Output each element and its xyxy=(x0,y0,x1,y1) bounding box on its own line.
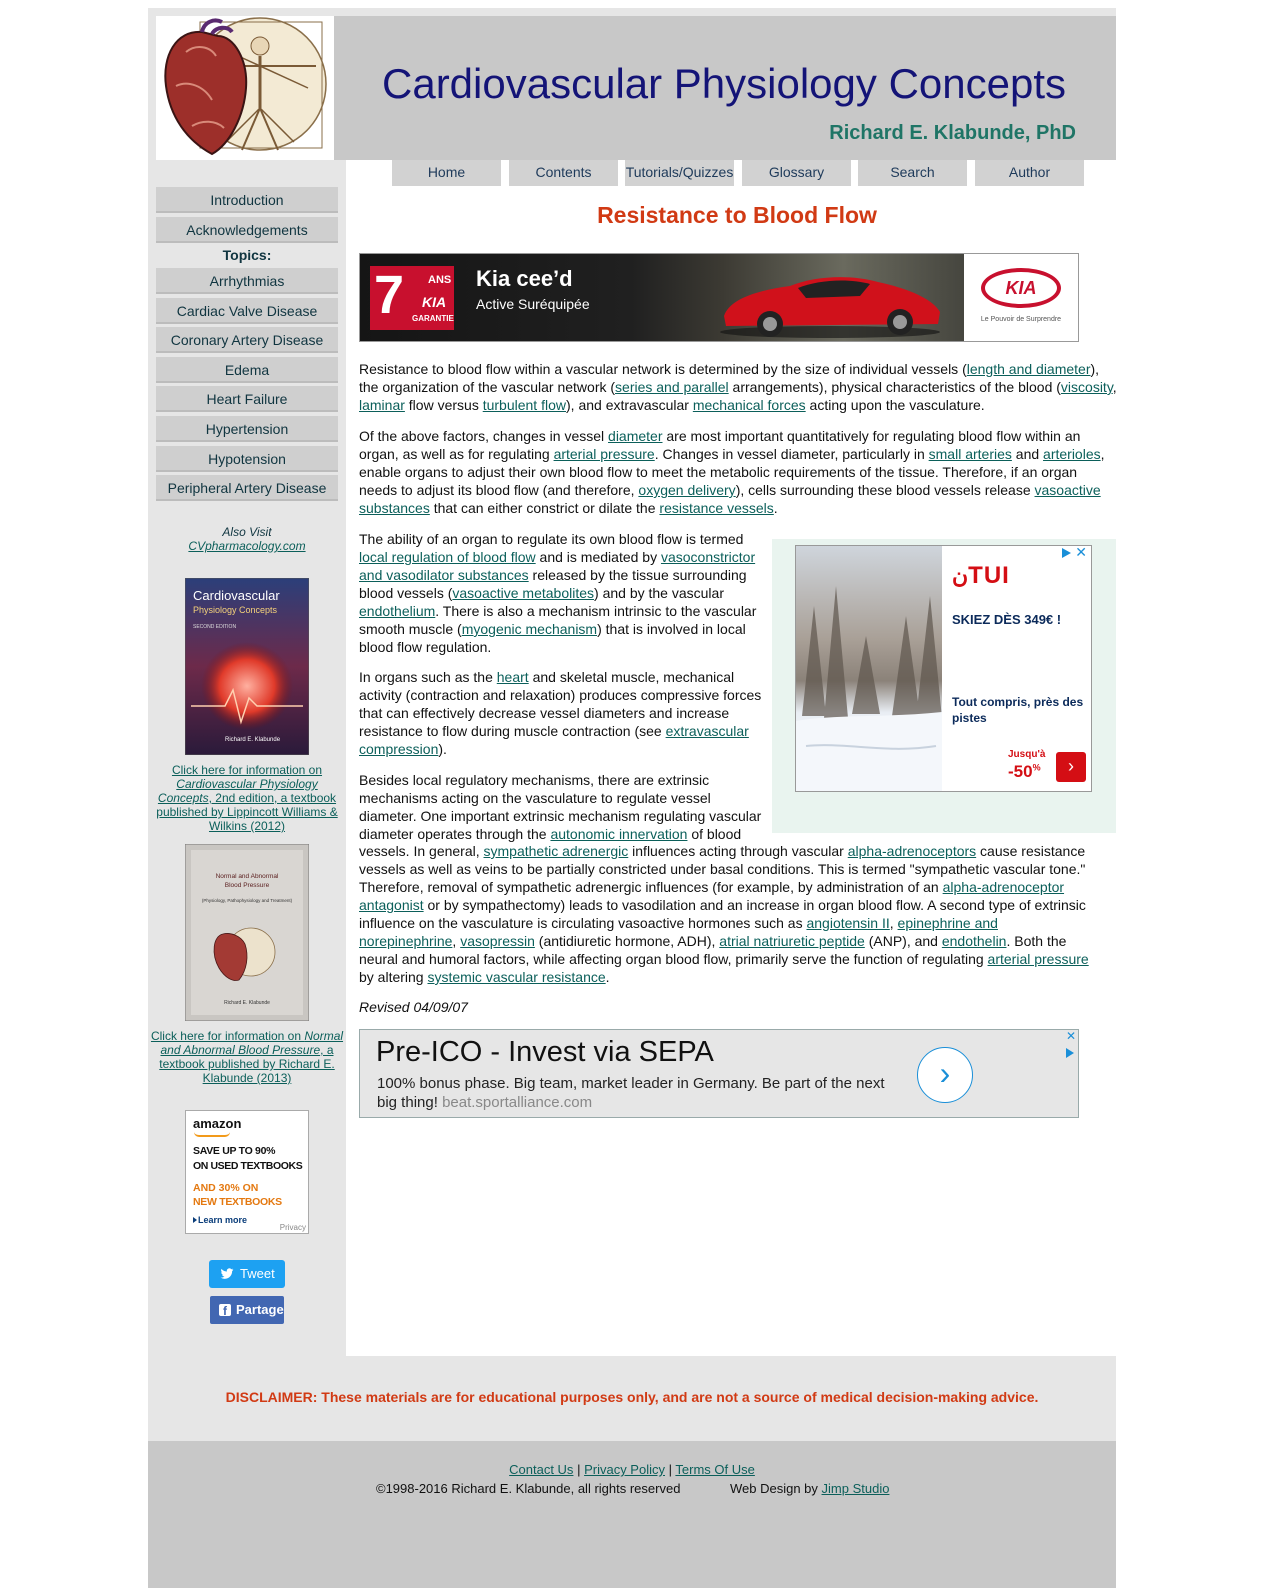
book2-author: Richard E. Klabunde xyxy=(224,1000,270,1006)
sidebar-item-heart-failure[interactable]: Heart Failure xyxy=(156,386,338,412)
link-autonomic-innervation[interactable]: autonomic innervation xyxy=(550,826,688,842)
link-vasoactive-metabolites[interactable]: vasoactive metabolites xyxy=(452,585,595,601)
adchoices-icon[interactable] xyxy=(1066,1048,1074,1058)
facebook-icon: f xyxy=(219,1304,231,1316)
paragraph-5-bottom xyxy=(359,842,1089,986)
link-oxygen-delivery[interactable]: oxygen delivery xyxy=(638,482,736,498)
pre-ico-text-ad[interactable] xyxy=(359,1029,1079,1118)
amazon-logo: amazon xyxy=(193,1116,242,1131)
footer-separator: | xyxy=(668,1462,673,1477)
p5-text: , xyxy=(452,933,461,949)
footer xyxy=(148,1441,1116,1588)
book1-edition: SECOND EDITION xyxy=(193,624,237,630)
link-length-and-diameter[interactable]: length and diameter xyxy=(966,361,1091,377)
p5-text: of blood xyxy=(687,826,742,842)
p1-text: arrangements), physical characteristics of the blood ( xyxy=(728,379,1061,395)
link-atrial-natriuretic-peptide[interactable]: atrial natriuretic peptide xyxy=(719,933,865,949)
nav-contents[interactable]: Contents xyxy=(509,160,618,186)
link-angiotensin-ii[interactable]: angiotensin II xyxy=(806,915,890,931)
link-vasoactive-substances[interactable]: vasoactive substances xyxy=(359,482,1101,516)
badge-brand: KIA xyxy=(422,294,447,310)
nav-glossary[interactable]: Glossary xyxy=(742,160,851,186)
link-heart[interactable]: heart xyxy=(496,669,529,685)
link-alpha-adrenoceptor-antagonist[interactable]: alpha-adrenoceptor antagonist xyxy=(359,879,1065,913)
share-label: Partage xyxy=(236,1302,284,1317)
p2-text: , enable organs to adjust their own blood flow to meet the metabolic requirements of the tissue. Therefore, if an organ needs to adjust its blood flow (and therefore, xyxy=(359,446,1105,498)
ad-domain[interactable]: beat.sportalliance.com xyxy=(442,1094,593,1111)
footer-privacy-link[interactable]: Privacy Policy xyxy=(584,1462,665,1477)
kia-logo: KIA xyxy=(981,268,1061,308)
link-resistance-vessels[interactable]: resistance vessels xyxy=(659,500,774,516)
sidebar-item-cardiac-valve-disease[interactable]: Cardiac Valve Disease xyxy=(156,298,338,324)
tui-logo: نTUI xyxy=(952,562,1010,589)
nav-author[interactable]: Author xyxy=(975,160,1084,186)
ad-model: Kia cee’d xyxy=(476,266,573,291)
kia-slogan: Le Pouvoir de Surprendre xyxy=(980,316,1062,323)
link-endothelin[interactable]: endothelin xyxy=(941,933,1007,949)
link-series-and-parallel[interactable]: series and parallel xyxy=(615,379,729,395)
p2-text: . xyxy=(773,500,778,516)
book2-link-text-b: Normal and Abnormal Blood Pressure xyxy=(160,1029,344,1057)
red-car-image xyxy=(710,260,950,340)
ad-tagline: Active Suréquipée xyxy=(476,296,590,312)
p5-text: . xyxy=(605,969,610,985)
p1-text: flow versus xyxy=(404,397,483,413)
p3-text: . There is also a mechanism intrinsic to the vascular smooth muscle ( xyxy=(359,603,757,637)
p1-text: Resistance to blood flow within a vascular network is determined by the size of individual vessels ( xyxy=(359,361,967,377)
twitter-bird-icon xyxy=(219,1267,235,1281)
link-mechanical-forces[interactable]: mechanical forces xyxy=(692,397,806,413)
book1-link-text-a: Click here for information on xyxy=(171,763,323,777)
sidebar-item-edema[interactable]: Edema xyxy=(156,357,338,383)
badge-number: 7 xyxy=(374,265,405,325)
p5-text: (antidiuretic hormone, ADH), xyxy=(534,933,720,949)
adchoices-icon[interactable] xyxy=(1062,548,1071,558)
link-myogenic-mechanism[interactable]: myogenic mechanism xyxy=(461,621,598,637)
p1-text: acting upon the vasculature. xyxy=(805,397,985,413)
amazon-arrow-icon xyxy=(193,1217,197,1223)
p3-text: The ability of an organ to regulate its own blood flow is termed xyxy=(359,531,744,547)
book1-author: Richard E. Klabunde xyxy=(225,737,281,743)
link-local-regulation[interactable]: local regulation of blood flow xyxy=(359,549,536,565)
p5-text: Besides local regulatory mechanisms, there are extrinsic mechanisms acting on the vasculature to regulate vessel diameter. One important extrinsic mechanism regulating vascular diameter operates through the xyxy=(359,772,762,842)
amazon-line2: ON USED TEXTBOOKS xyxy=(193,1160,303,1172)
footer-terms-link[interactable]: Terms Of Use xyxy=(675,1462,755,1477)
link-viscosity[interactable]: viscosity xyxy=(1060,379,1113,395)
link-arterial-pressure[interactable]: arterial pressure xyxy=(553,446,655,462)
disclaimer: DISCLAIMER: These materials are for educational purposes only, and are not a source of medical decision-making advice. xyxy=(225,1389,1039,1405)
sidebar-item-introduction[interactable]: Introduction xyxy=(156,187,338,213)
footer-credit xyxy=(730,1481,889,1496)
p5-text: influences acting through vascular xyxy=(628,843,848,859)
link-alpha-adrenoceptors[interactable]: alpha-adrenoceptors xyxy=(847,843,977,859)
tui-headline: SKIEZ DÈS 349€ ! xyxy=(952,612,1062,627)
book2-info-link[interactable] xyxy=(151,1029,343,1085)
book-cover-cv-physiology[interactable] xyxy=(185,578,309,755)
book1-title-line1: Cardiovascular xyxy=(193,588,280,603)
link-turbulent-flow[interactable]: turbulent flow xyxy=(482,397,566,413)
p2-text: ), cells surrounding these blood vessels release xyxy=(735,482,1035,498)
ad-close-icon[interactable]: ✕ xyxy=(1065,1029,1076,1043)
tweet-label: Tweet xyxy=(240,1266,275,1281)
sidebar-item-peripheral-artery-disease[interactable]: Peripheral Artery Disease xyxy=(156,475,338,501)
sidebar-item-coronary-artery-disease[interactable]: Coronary Artery Disease xyxy=(156,327,338,353)
p5-text: or by sympathectomy) leads to vasodilation and an increase in organ blood flow. A second type of extrinsic influence on the vasculature is circulating vasoactive hormones such as xyxy=(359,897,1086,931)
tui-subtext: Tout compris, près des pistes xyxy=(952,695,1084,725)
trees-illustration xyxy=(796,546,942,791)
site-header xyxy=(156,16,1116,160)
paragraph-1 xyxy=(359,360,1119,414)
p5-text: vessels. In general, xyxy=(359,843,484,859)
book2-link-text-c: , a textbook published by Richard E. Klabunde (2013) xyxy=(159,1043,335,1085)
ad-title[interactable]: Pre-ICO - Invest via SEPA xyxy=(376,1036,714,1068)
paragraph-3 xyxy=(359,530,759,656)
p1-text: ), the organization of the vascular network ( xyxy=(359,361,1100,395)
footer-design-prefix: Web Design by xyxy=(730,1481,822,1496)
amazon-privacy[interactable]: Privacy xyxy=(279,1223,306,1232)
p2-text: are most important quantitatively for regulating blood flow within an organ, as well as for regulating xyxy=(359,428,1081,462)
p5-text: , xyxy=(889,915,898,931)
cvpharmacology-link[interactable]: CVpharmacology.com xyxy=(188,539,306,553)
amazon-line3: AND 30% ON xyxy=(193,1182,259,1194)
kia-logo-panel xyxy=(964,254,1078,341)
link-systemic-vascular-resistance[interactable]: systemic vascular resistance xyxy=(427,969,606,985)
revised-date: Revised 04/09/07 xyxy=(359,999,468,1015)
p4-text: and skeletal muscle, mechanical activity (contraction and relaxation) produces compressive forces that can effectively decrease vessel diameters and increase resistance to flow during muscle contraction (see xyxy=(359,669,762,739)
p2-text: . Changes in vessel diameter, particularly in xyxy=(654,446,929,462)
sidebar-item-acknowledgements[interactable]: Acknowledgements xyxy=(156,217,338,243)
badge-garantie: GARANTIE xyxy=(412,314,454,323)
heart-vitruvian-logo[interactable] xyxy=(156,16,334,160)
link-vasopressin[interactable]: vasopressin xyxy=(460,933,535,949)
footer-links xyxy=(148,1462,1116,1477)
sidebar-item-hypertension[interactable]: Hypertension xyxy=(156,416,338,442)
p4-text: In organs such as the xyxy=(359,669,497,685)
link-small-arteries[interactable]: small arteries xyxy=(928,446,1012,462)
badge-ans: ANS xyxy=(428,274,452,286)
p4-text: ). xyxy=(438,741,447,757)
p2-text: that can either constrict or dilate the xyxy=(429,500,660,516)
ad-close-icon[interactable]: ✕ xyxy=(1075,545,1087,560)
p1-text: , xyxy=(1112,379,1117,395)
p3-text: and is mediated by xyxy=(535,549,661,565)
snow-forest-image xyxy=(796,546,942,791)
footer-design-link[interactable]: Jimp Studio xyxy=(821,1481,890,1496)
tui-next-button[interactable]: › xyxy=(1056,752,1086,782)
p2-text: and xyxy=(1011,446,1044,462)
tui-discount: -50% xyxy=(1008,762,1041,781)
link-arterioles[interactable]: arterioles xyxy=(1043,446,1101,462)
book1-link-text-b: Cardiovascular Physiology Concepts xyxy=(157,777,318,805)
link-laminar[interactable]: laminar xyxy=(359,397,405,413)
p5-text: (ANP), and xyxy=(864,933,942,949)
link-arterial-pressure-2[interactable]: arterial pressure xyxy=(987,951,1089,967)
link-vasoconstrictor-vasodilator[interactable]: vasoconstrictor and vasodilator substances xyxy=(359,549,756,583)
book1-title-line2: Physiology Concepts xyxy=(193,605,278,615)
p5-text: cause resistance vessels as well as veins to be partially constricted under basal conditions. This is termed "sympathetic vascular tone." Therefore, removal of sympathetic adrenergic influences (for example, by administration of an xyxy=(359,843,1086,895)
link-endothelium[interactable]: endothelium xyxy=(359,603,436,619)
nav-home[interactable]: Home xyxy=(392,160,501,186)
p5-text: by altering xyxy=(359,969,428,985)
nav-tutorials-quizzes[interactable]: Tutorials/Quizzes xyxy=(625,160,734,186)
ad-arrow-button[interactable]: › xyxy=(917,1047,973,1103)
facebook-share-button[interactable] xyxy=(210,1296,284,1324)
amazon-line4: NEW TEXTBOOKS xyxy=(193,1196,282,1208)
amazon-line1: SAVE UP TO 90% xyxy=(193,1145,276,1157)
tui-upto: Jusqu'à xyxy=(1008,749,1046,760)
amazon-smile-icon xyxy=(194,1132,230,1137)
topics-label: Topics: xyxy=(222,247,272,263)
paragraph-2 xyxy=(359,427,1119,517)
ad-body: 100% bonus phase. Big team, market leader in Germany. Be part of the next big thing! beat.sportalliance.com xyxy=(377,1075,885,1111)
p3-text: ) that is involved in local blood flow regulation. xyxy=(359,621,746,655)
site-title: Cardiovascular Physiology Concepts xyxy=(382,60,1066,107)
sidebar-item-hypotension[interactable]: Hypotension xyxy=(156,446,338,472)
book2-sub: (Physiology, Pathophysiology and Treatment) xyxy=(201,898,293,903)
nav-search[interactable]: Search xyxy=(858,160,967,186)
p1-text: ), and extravascular xyxy=(566,397,693,413)
sidebar-item-arrhythmias[interactable]: Arrhythmias xyxy=(156,268,338,294)
book1-info-link[interactable] xyxy=(156,763,337,833)
link-diameter[interactable]: diameter xyxy=(608,428,663,444)
also-visit-label: Also Visit xyxy=(222,525,272,539)
kia-guarantee-badge xyxy=(370,266,454,330)
p3-text: ) and by the vascular xyxy=(594,585,724,601)
tweet-button[interactable] xyxy=(209,1260,285,1288)
p3-text: released by the tissue surrounding blood vessels ( xyxy=(359,567,747,601)
book-cover-blood-pressure[interactable] xyxy=(185,844,309,1021)
p5-text: . Both the neural and humoral factors, while affecting organ blood flow, primarily serve the function of regulating xyxy=(359,933,1067,967)
p2-text: Of the above factors, changes in vessel xyxy=(359,428,609,444)
footer-copyright: ©1998-2016 Richard E. Klabunde, all rights reserved xyxy=(376,1481,681,1496)
footer-separator: | xyxy=(577,1462,581,1477)
link-sympathetic-adrenergic[interactable]: sympathetic adrenergic xyxy=(483,843,629,859)
kia-banner-ad[interactable] xyxy=(359,253,1079,342)
book2-title: Normal and Abnormal Blood Pressure xyxy=(215,873,279,889)
link-epinephrine-norepinephrine[interactable]: epinephrine and norepinephrine xyxy=(359,915,998,949)
amazon-textbook-ad[interactable] xyxy=(185,1110,309,1234)
footer-contact-link[interactable]: Contact Us xyxy=(509,1462,574,1477)
amazon-learn-more[interactable]: Learn more xyxy=(198,1215,248,1225)
page-title: Resistance to Blood Flow xyxy=(597,202,877,228)
tui-ski-ad[interactable] xyxy=(795,545,1092,792)
book1-link-text-c: , 2nd edition, a textbook published by Lippincott Williams & Wilkins (2012) xyxy=(156,791,338,833)
book2-link-text-a: Click here for information on xyxy=(150,1029,305,1043)
site-author: Richard E. Klabunde, PhD xyxy=(829,122,1076,144)
paragraph-5-top xyxy=(359,771,763,843)
link-extravascular-compression[interactable]: extravascular compression xyxy=(359,723,749,757)
paragraph-4 xyxy=(359,668,763,758)
